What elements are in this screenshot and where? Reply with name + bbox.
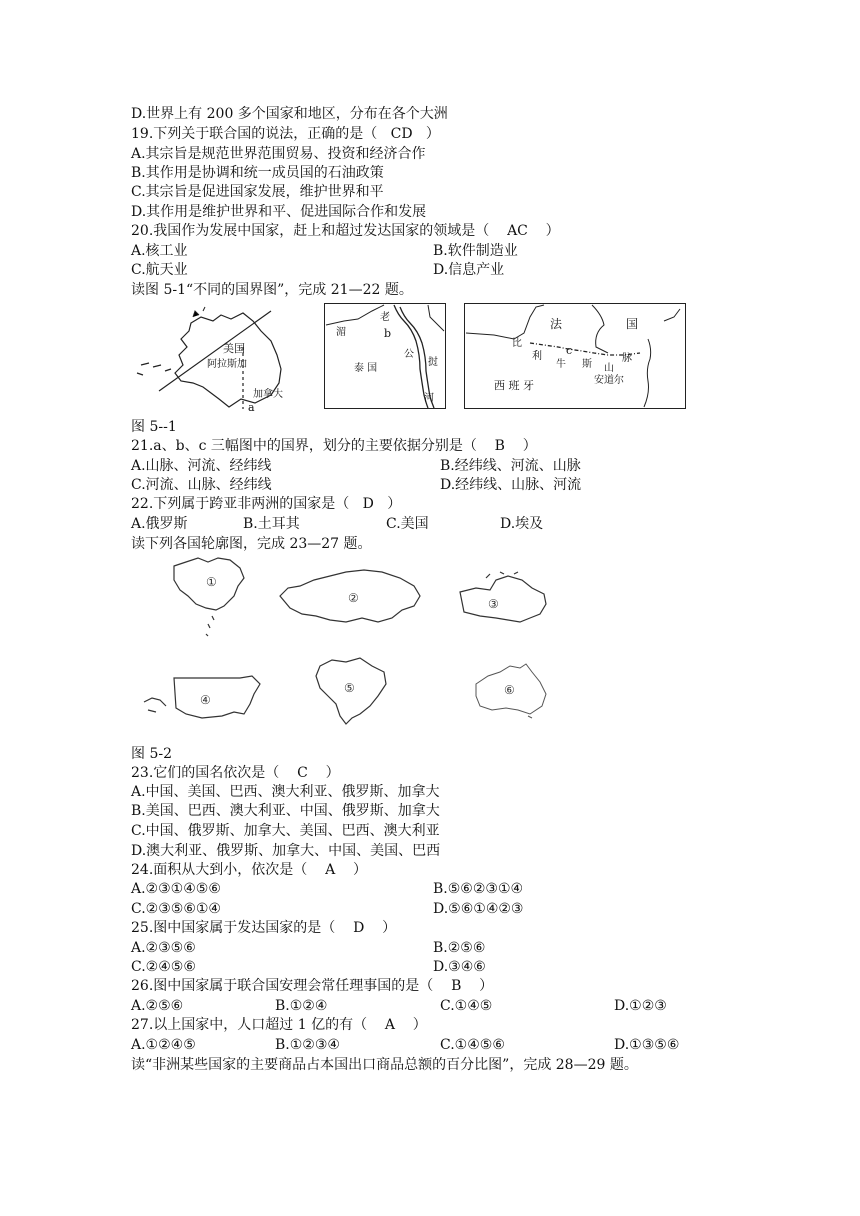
option-text: C.中国、俄罗斯、加拿大、美国、巴西、澳大利亚 [131, 823, 440, 839]
question-27: 27.以上国家中，人口超过 1 亿的有（ A ） [131, 1017, 427, 1033]
outline-canada [456, 570, 552, 630]
option-text: B.①②③④ [275, 1037, 340, 1053]
instruction-text: 读图 5-1“不同的国界图”，完成 21—22 题。 [131, 282, 413, 298]
option-text: C.①④⑤⑥ [440, 1037, 505, 1053]
map-label: 湄 [336, 327, 346, 338]
map-label: 国 [626, 317, 639, 331]
outline-brazil [312, 656, 390, 726]
option-text: C.其宗旨是促进国家发展，维护世界和平 [131, 184, 384, 200]
map-label: 斯 [582, 359, 592, 370]
map-label: 安道尔 [594, 375, 624, 386]
option-text: D.信息产业 [433, 262, 505, 278]
option-text: A.②⑤⑥ [131, 998, 184, 1014]
question-26: 26.图中国家属于联合国安理会常任理事国的是（ B ） [131, 978, 494, 994]
option-text: A.①②④⑤ [131, 1037, 196, 1053]
option-text: A.中国、美国、巴西、澳大利亚、俄罗斯、加拿大 [131, 784, 440, 800]
option-text: A.山脉、河流、经纬线 [131, 458, 272, 474]
question-20: 20.我国作为发展中国家，赶上和超过发达国家的领域是（ AC ） [131, 223, 560, 239]
option-text: B.软件制造业 [433, 243, 518, 259]
option-text: D.①③⑤⑥ [614, 1037, 680, 1053]
map-label: 牛 [556, 359, 566, 370]
outline-usa [140, 672, 266, 722]
map-letter: a [248, 401, 255, 413]
outline-china [168, 556, 248, 640]
instruction-text: 读下列各国轮廓图，完成 23—27 题。 [131, 536, 372, 552]
map-label: 加拿大 [253, 389, 283, 400]
option-text: A.②③①④⑤⑥ [131, 881, 221, 897]
option-text: D.⑤⑥①④②③ [433, 901, 524, 917]
option-text: B.其作用是协调和统一成员国的石油政策 [131, 165, 384, 181]
outline-russia [274, 566, 424, 630]
question-19: 19.下列关于联合国的说法，正确的是（ CD ） [131, 126, 440, 142]
map-letter: b [384, 327, 392, 340]
instruction-text: 读“非洲某些国家的主要商品占本国出口商品总额的百分比图”，完成 28—29 题。 [131, 1057, 638, 1073]
map-letter: c [566, 344, 573, 357]
map-label: 山 [604, 363, 614, 374]
map-c-pyrenees [464, 303, 686, 409]
option-text: C.②③⑤⑥①④ [131, 901, 221, 917]
question-24: 24.面积从大到小，依次是（ A ） [131, 862, 367, 878]
map-label: 泰 国 [354, 363, 378, 374]
option-text: D.澳大利亚、俄罗斯、加拿大、中国、美国、巴西 [131, 843, 441, 859]
map-label: 阿拉斯加 [207, 359, 247, 370]
outline-number: ② [348, 591, 359, 605]
figure-caption: 图 5-2 [131, 746, 172, 762]
option-text: B.②⑤⑥ [433, 940, 486, 956]
option-text: C.①④⑤ [440, 998, 493, 1014]
option-text: C.航天业 [131, 262, 188, 278]
option-text: B.①②④ [275, 998, 328, 1014]
option-text: B.土耳其 [243, 516, 300, 532]
option-text: C.河流、山脉、经纬线 [131, 477, 272, 493]
option-text: B.⑤⑥②③①④ [433, 881, 524, 897]
map-label: 美国 [223, 342, 245, 355]
question-22: 22.下列属于跨亚非两洲的国家是（ D ） [131, 496, 402, 512]
map-label: 比 [512, 338, 522, 349]
option-text: D.①②③ [614, 998, 667, 1014]
map-label: 脉 [622, 353, 632, 364]
map-label: 西 班 牙 [494, 379, 534, 392]
outline-number: ④ [200, 693, 211, 707]
option-text: C.美国 [386, 516, 429, 532]
option-text: D.世界上有 200 多个国家和地区，分布在各个大洲 [131, 106, 448, 122]
option-text: D.经纬线、山脉、河流 [440, 477, 582, 493]
question-25: 25.图中国家属于发达国家的是（ D ） [131, 920, 397, 936]
option-text: D.埃及 [500, 516, 544, 532]
option-text: A.俄罗斯 [131, 516, 188, 532]
option-text: D.其作用是维护世界和平、促进国际合作和发展 [131, 204, 427, 220]
outline-number: ⑤ [344, 681, 355, 695]
question-23: 23.它们的国名依次是（ C ） [131, 765, 340, 781]
option-text: A.②③⑤⑥ [131, 940, 196, 956]
map-label: 公 [404, 349, 414, 360]
map-label: 利 [532, 351, 542, 362]
option-text: B.经纬线、河流、山脉 [440, 458, 581, 474]
map-label: 河 [424, 393, 434, 404]
map-label: 法 [550, 317, 563, 331]
option-text: C.②④⑤⑥ [131, 959, 196, 975]
option-text: A.其宗旨是规范世界范围贸易、投资和经济合作 [131, 146, 426, 162]
map-a-alaska [131, 303, 313, 413]
map-b-mekong [324, 303, 446, 409]
outline-number: ③ [488, 597, 499, 611]
outline-number: ⑥ [504, 683, 515, 697]
figure-caption: 图 5--1 [131, 419, 177, 435]
outline-australia [472, 662, 550, 720]
question-21: 21.a、b、c 三幅图中的国界，划分的主要依据分别是（ B ） [131, 438, 537, 454]
option-text: B.美国、巴西、澳大利亚、中国、俄罗斯、加拿大 [131, 803, 440, 819]
outline-number: ① [206, 575, 217, 589]
option-text: A.核工业 [131, 243, 188, 259]
map-label: 老 [380, 312, 390, 323]
map-label: 挝 [428, 357, 438, 368]
option-text: D.③④⑥ [433, 959, 486, 975]
